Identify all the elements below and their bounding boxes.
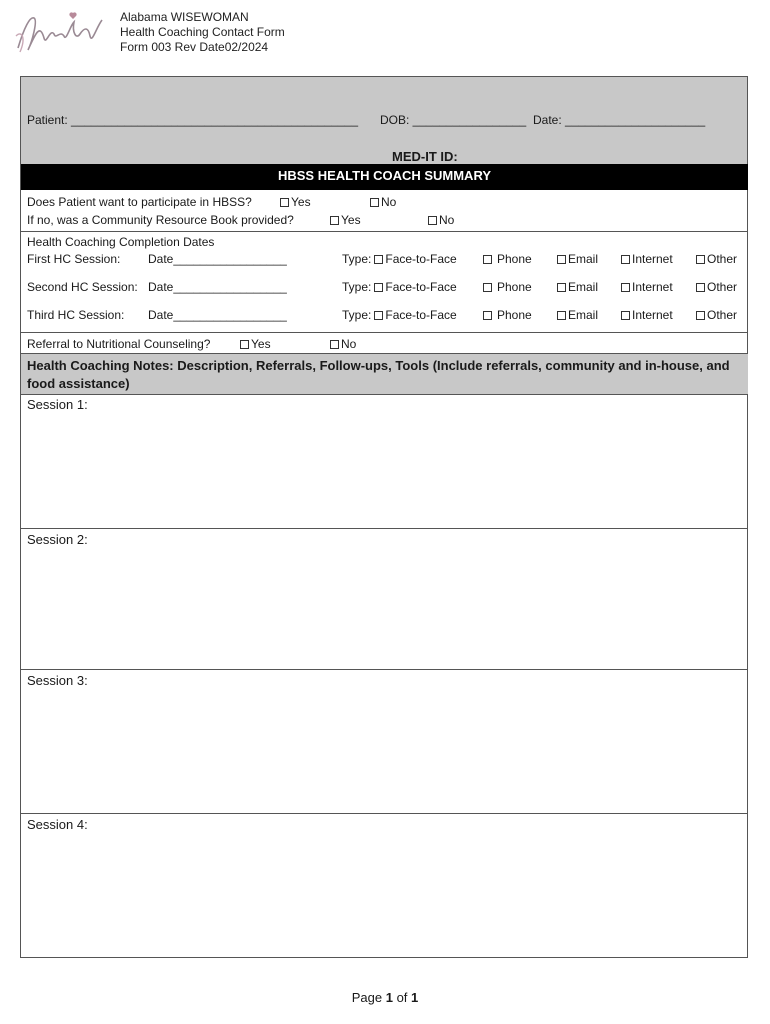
checkbox[interactable] — [696, 283, 705, 292]
page-current: 1 — [385, 990, 393, 1005]
third-session-type-phone[interactable] — [483, 308, 532, 322]
org-name: Alabama WISEWOMAN — [120, 10, 249, 24]
checkbox[interactable] — [483, 311, 492, 320]
form-header — [120, 10, 285, 55]
option-label: No — [381, 195, 397, 209]
checkbox[interactable] — [330, 340, 339, 349]
first-session-type-face-to-face[interactable] — [342, 252, 457, 266]
second-session-date-field[interactable]: Date_________________ — [148, 280, 287, 294]
third-session-type-face-to-face[interactable] — [342, 308, 457, 322]
page-prefix: Page — [351, 990, 386, 1005]
divider — [21, 528, 748, 529]
resource-book-no-option[interactable] — [428, 213, 454, 227]
dob-field[interactable]: DOB: _________________ — [380, 113, 527, 127]
session-2-notes[interactable]: Session 2: — [27, 532, 88, 547]
nutrition-question: Referral to Nutritional Counseling? — [27, 337, 211, 351]
checkbox[interactable] — [621, 311, 630, 320]
option-label: Phone — [497, 252, 532, 266]
summary-title: HBSS HEALTH COACH SUMMARY — [277, 168, 492, 183]
resource-book-yes-option[interactable] — [330, 213, 361, 227]
notes-heading: Health Coaching Notes: Description, Referrals, Follow-ups, Tools (Include referrals, community and in-house, and food assistance) — [27, 358, 730, 391]
option-label: Other — [707, 280, 738, 294]
checkbox[interactable] — [483, 255, 492, 264]
first-session-type-email[interactable] — [557, 252, 598, 266]
option-label: Phone — [497, 308, 532, 322]
date-field[interactable]: Date: _____________________ — [533, 113, 706, 127]
checkbox[interactable] — [370, 198, 379, 207]
first-session-type-phone[interactable] — [483, 252, 532, 266]
checkbox[interactable] — [557, 283, 566, 292]
divider — [21, 669, 748, 670]
option-label: No — [439, 213, 455, 227]
third-session-date-field[interactable]: Date_________________ — [148, 308, 287, 322]
option-label: Phone — [497, 280, 532, 294]
first-session-label: First HC Session: — [27, 252, 121, 266]
checkbox[interactable] — [696, 311, 705, 320]
first-session-type-other[interactable] — [696, 252, 737, 266]
form-revision: Form 003 Rev Date02/2024 — [120, 40, 269, 54]
participate-yes-option[interactable] — [280, 195, 311, 209]
med-it-id-label: MED-IT ID: — [392, 149, 458, 164]
page-number — [0, 990, 770, 1005]
nutrition-yes-option[interactable] — [240, 337, 271, 351]
wisewoman-logo — [10, 8, 110, 56]
option-label: Yes — [341, 213, 361, 227]
first-session-date-field[interactable]: Date_________________ — [148, 252, 287, 266]
option-label: Face-to-Face — [385, 252, 457, 266]
checkbox[interactable] — [280, 198, 289, 207]
option-label: Internet — [632, 280, 673, 294]
second-session-type-face-to-face[interactable] — [342, 280, 457, 294]
checkbox[interactable] — [374, 311, 383, 320]
participate-no-option[interactable] — [370, 195, 396, 209]
third-session-type-email[interactable] — [557, 308, 598, 322]
divider — [21, 332, 748, 333]
checkbox[interactable] — [330, 216, 339, 225]
checkbox[interactable] — [240, 340, 249, 349]
patient-field[interactable]: Patient: ___________________________________________ — [27, 113, 359, 127]
option-label: No — [341, 337, 357, 351]
third-session-type-other[interactable] — [696, 308, 737, 322]
option-label: Email — [568, 280, 599, 294]
type-label: Type: — [342, 252, 372, 266]
second-session-type-email[interactable] — [557, 280, 598, 294]
checkbox[interactable] — [621, 283, 630, 292]
nutrition-no-option[interactable] — [330, 337, 356, 351]
option-label: Yes — [251, 337, 271, 351]
checkbox[interactable] — [696, 255, 705, 264]
option-label: Face-to-Face — [385, 308, 457, 322]
second-session-type-internet[interactable] — [621, 280, 673, 294]
divider — [21, 231, 748, 232]
page-total: 1 — [411, 990, 419, 1005]
second-session-type-phone[interactable] — [483, 280, 532, 294]
checkbox[interactable] — [621, 255, 630, 264]
option-label: Other — [707, 252, 738, 266]
third-session-type-internet[interactable] — [621, 308, 673, 322]
completion-heading: Health Coaching Completion Dates — [27, 235, 215, 249]
checkbox[interactable] — [483, 283, 492, 292]
option-label: Email — [568, 252, 599, 266]
checkbox[interactable] — [374, 255, 383, 264]
checkbox[interactable] — [374, 283, 383, 292]
option-label: Email — [568, 308, 599, 322]
second-session-label: Second HC Session: — [27, 280, 138, 294]
session-3-notes[interactable]: Session 3: — [27, 673, 88, 688]
option-label: Face-to-Face — [385, 280, 457, 294]
checkbox[interactable] — [557, 311, 566, 320]
session-4-notes[interactable]: Session 4: — [27, 817, 88, 832]
checkbox[interactable] — [557, 255, 566, 264]
resource-book-question: If no, was a Community Resource Book provided? — [27, 213, 294, 227]
summary-title-bar — [21, 164, 748, 190]
type-label: Type: — [342, 280, 372, 294]
divider — [21, 813, 748, 814]
third-session-label: Third HC Session: — [27, 308, 125, 322]
option-label: Internet — [632, 308, 673, 322]
form-name: Health Coaching Contact Form — [120, 25, 285, 39]
page-of: of — [392, 990, 412, 1005]
option-label: Internet — [632, 252, 673, 266]
first-session-type-internet[interactable] — [621, 252, 673, 266]
option-label: Other — [707, 308, 738, 322]
type-label: Type: — [342, 308, 372, 322]
second-session-type-other[interactable] — [696, 280, 737, 294]
checkbox[interactable] — [428, 216, 437, 225]
option-label: Yes — [291, 195, 311, 209]
divider — [21, 394, 748, 395]
session-1-notes[interactable]: Session 1: — [27, 397, 88, 412]
participate-question: Does Patient want to participate in HBSS? — [27, 195, 252, 209]
